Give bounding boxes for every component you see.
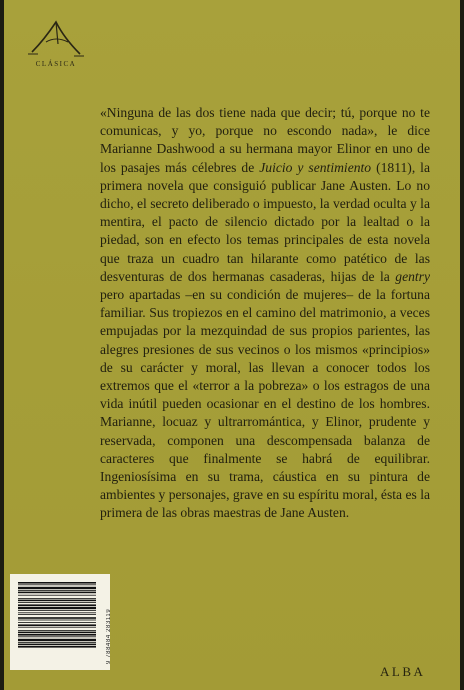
publisher-name: ALBA [380, 664, 426, 679]
barcode-icon [16, 580, 102, 664]
collection-label: CLÁSICA [35, 60, 77, 68]
back-cover-blurb [100, 104, 430, 523]
alba-a-logo-icon [28, 18, 84, 58]
blurb-part-1: «Ninguna de las dos tiene nada que decir; tú, porque no te comunicas, y yo, porque no escondo nada», le dice Marianne Dashwood a su hermana mayor Elinor en uno de los pasajes más célebres de [100, 105, 430, 175]
gentry-word: gentry [395, 268, 430, 284]
blurb-part-2: (1811), la primera novela que consiguió publicar Jane Austen. Lo no dicho, el secreto deliberado o impuesto, la verdad oculta y la mentira, el pacto de silencio dictado por la lealtad o la piedad, son en efecto los temas principales de esta novela que traza un cuadro tan hilarante como patético de las desventuras de dos hermanas casaderas, hijas de la [100, 159, 430, 284]
blurb-part-3: pero apartadas –en su condición de mujeres– de la fortuna familiar. Sus tropiezos en el camino del matrimonio, a veces empujadas por la mezquindad de sus propios parientes, las alegres presiones de sus vecinos o los mismos «principios» de su carácter y moral, las llevan a conocer todos los extremos que el «terror a la pobreza» o los estragos de una vida inútil pueden ocasionar en el destino de los hombres. Marianne, locuaz y ultrarromántica, y Elinor, prudente y reservada, componen una descompensada balanza de caracteres que finalmente se habrá de equilibrar. Ingeniosísima en su trama, cáustica en su pintura de ambientes y personajes, grave en su espíritu moral, ésta es la primera de las obras maestras de Jane Austen. [100, 287, 430, 521]
isbn-number: 9 788484 283119 [106, 608, 112, 664]
barcode-area [10, 574, 110, 670]
book-title: Juicio y sentimiento [259, 159, 372, 175]
back-cover [4, 0, 460, 690]
